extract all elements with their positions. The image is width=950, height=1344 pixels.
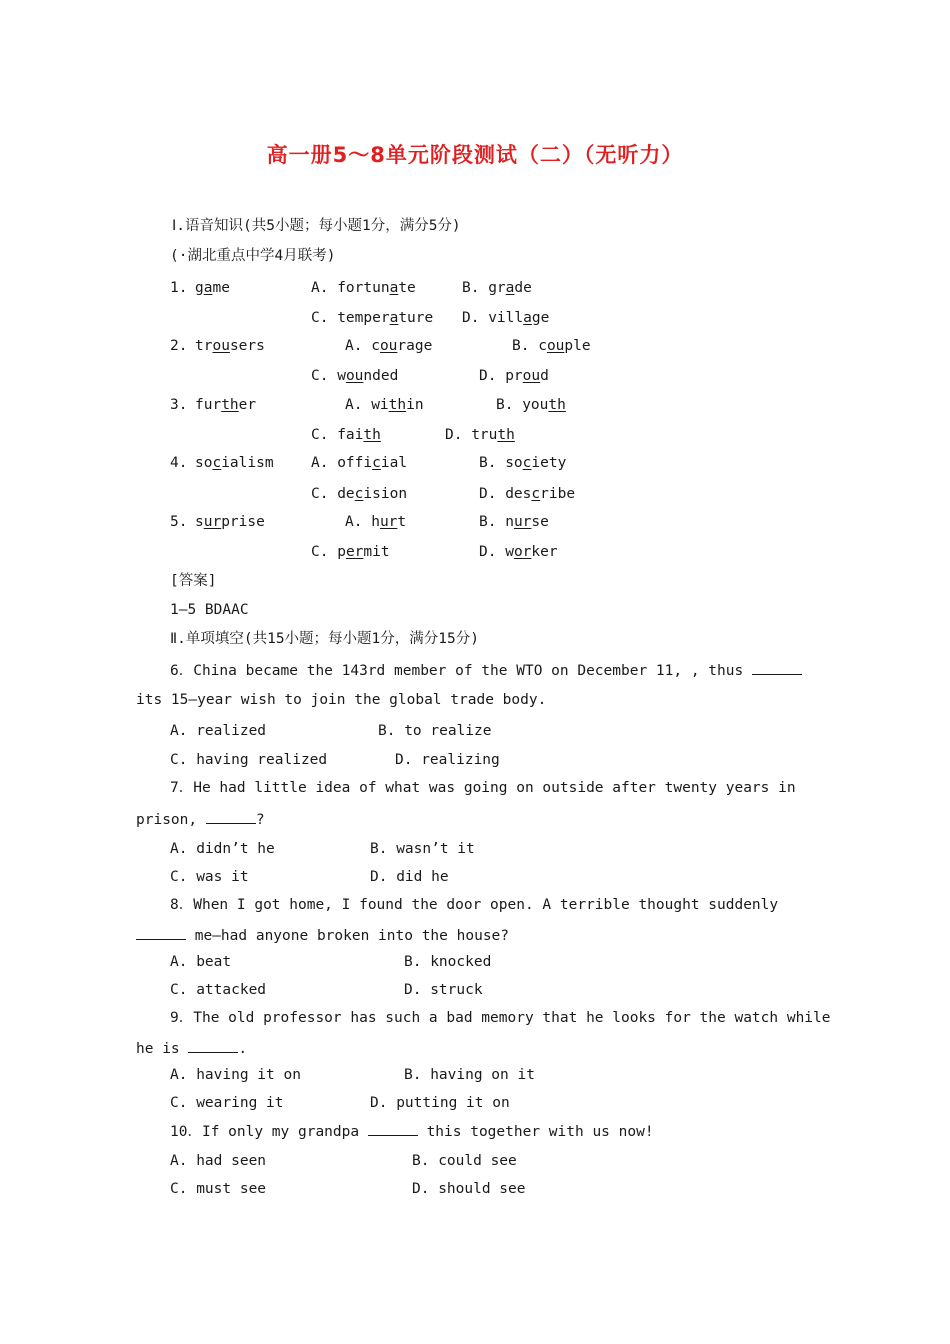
q7-blank xyxy=(206,809,256,824)
q7-stem-line2: prison, ? xyxy=(136,809,265,830)
q4-word: socialism xyxy=(195,455,274,471)
q8-stem-line2: me—had anyone broken into the house? xyxy=(136,925,509,946)
q8-blank xyxy=(136,925,186,940)
q3-option-b: B. youth xyxy=(496,397,566,413)
q6-stem-line1: 6．China became the 143rd member of the WTO on December 11, , thus xyxy=(170,660,802,681)
q2-number: 2. xyxy=(170,338,188,354)
q7-option-c: C. was it xyxy=(170,869,249,885)
q5-number: 5. xyxy=(170,514,188,530)
q5-word: surprise xyxy=(195,514,265,530)
q3-option-a: A. within xyxy=(345,397,424,413)
q7-stem-line1: 7．He had little idea of what was going on outside after twenty years in xyxy=(170,780,796,796)
q3-option-d: D. truth xyxy=(445,427,515,443)
q1-option-c: C. temperature xyxy=(311,310,434,326)
q8-option-d: D. struck xyxy=(404,982,483,998)
q7-option-a: A. didn’t he xyxy=(170,841,275,857)
q10-stem: 10．If only my grandpa this together with us now! xyxy=(170,1121,654,1142)
section1-source: (·湖北重点中学4月联考) xyxy=(170,248,336,264)
q1-number: 1. xyxy=(170,280,188,296)
q4-number: 4. xyxy=(170,455,188,471)
page-title: 高一册5～8单元阶段测试（二）（无听力） xyxy=(266,143,684,167)
q9-option-c: C. wearing it xyxy=(170,1095,284,1111)
q9-option-a: A. having it on xyxy=(170,1067,301,1083)
section2-heading: Ⅱ.单项填空(共15小题；每小题1分，满分15分) xyxy=(170,631,479,647)
q7-option-d: D. did he xyxy=(370,869,449,885)
q5-option-d: D. worker xyxy=(479,544,558,560)
q1-option-a: A. fortunate xyxy=(311,280,416,296)
q9-blank xyxy=(188,1038,238,1053)
q6-option-c: C. having realized xyxy=(170,752,328,768)
q9-option-b: B. having on it xyxy=(404,1067,535,1083)
q8-stem-line1: 8．When I got home, I found the door open. A terrible thought suddenly xyxy=(170,897,779,913)
q7-option-b: B. wasn’t it xyxy=(370,841,475,857)
q6-stem-line2: its 15—year wish to join the global trade body. xyxy=(136,692,547,708)
q10-option-a: A. had seen xyxy=(170,1153,267,1169)
q1-option-b: B. grade xyxy=(462,280,532,296)
q6-option-b: B. to realize xyxy=(378,723,492,739)
section1-heading: Ⅰ.语音知识(共5小题；每小题1分，满分5分) xyxy=(172,218,461,234)
q8-option-a: A. beat xyxy=(170,954,232,970)
q8-option-c: C. attacked xyxy=(170,982,267,998)
q4-option-c: C. decision xyxy=(311,486,408,502)
q10-option-b: B. could see xyxy=(412,1153,517,1169)
q3-option-c: C. faith xyxy=(311,427,381,443)
q2-word: trousers xyxy=(195,338,265,354)
q9-stem-line2: he is . xyxy=(136,1038,247,1059)
q4-option-a: A. official xyxy=(311,455,408,471)
q10-option-d: D. should see xyxy=(412,1181,526,1197)
q3-number: 3. xyxy=(170,397,188,413)
q1-option-d: D. village xyxy=(462,310,550,326)
q8-option-b: B. knocked xyxy=(404,954,492,970)
q2-option-b: B. couple xyxy=(512,338,591,354)
q3-word: further xyxy=(195,397,257,413)
answer-key: 1—5 BDAAC xyxy=(170,602,249,618)
q4-option-b: B. society xyxy=(479,455,567,471)
q2-option-a: A. courage xyxy=(345,338,433,354)
q6-option-d: D. realizing xyxy=(395,752,500,768)
q2-option-c: C. wounded xyxy=(311,368,399,384)
q6-option-a: A. realized xyxy=(170,723,267,739)
q5-option-b: B. nurse xyxy=(479,514,549,530)
q5-option-c: C. permit xyxy=(311,544,390,560)
q2-option-d: D. proud xyxy=(479,368,549,384)
q9-stem-line1: 9．The old professor has such a bad memory that he looks for the watch while xyxy=(170,1010,831,1026)
q6-blank xyxy=(752,660,802,675)
q5-option-a: A. hurt xyxy=(345,514,407,530)
answer-label: [答案] xyxy=(170,573,217,589)
q4-option-d: D. describe xyxy=(479,486,576,502)
q1-word: game xyxy=(195,280,230,296)
q10-blank xyxy=(368,1121,418,1136)
q10-option-c: C. must see xyxy=(170,1181,267,1197)
q9-option-d: D. putting it on xyxy=(370,1095,510,1111)
